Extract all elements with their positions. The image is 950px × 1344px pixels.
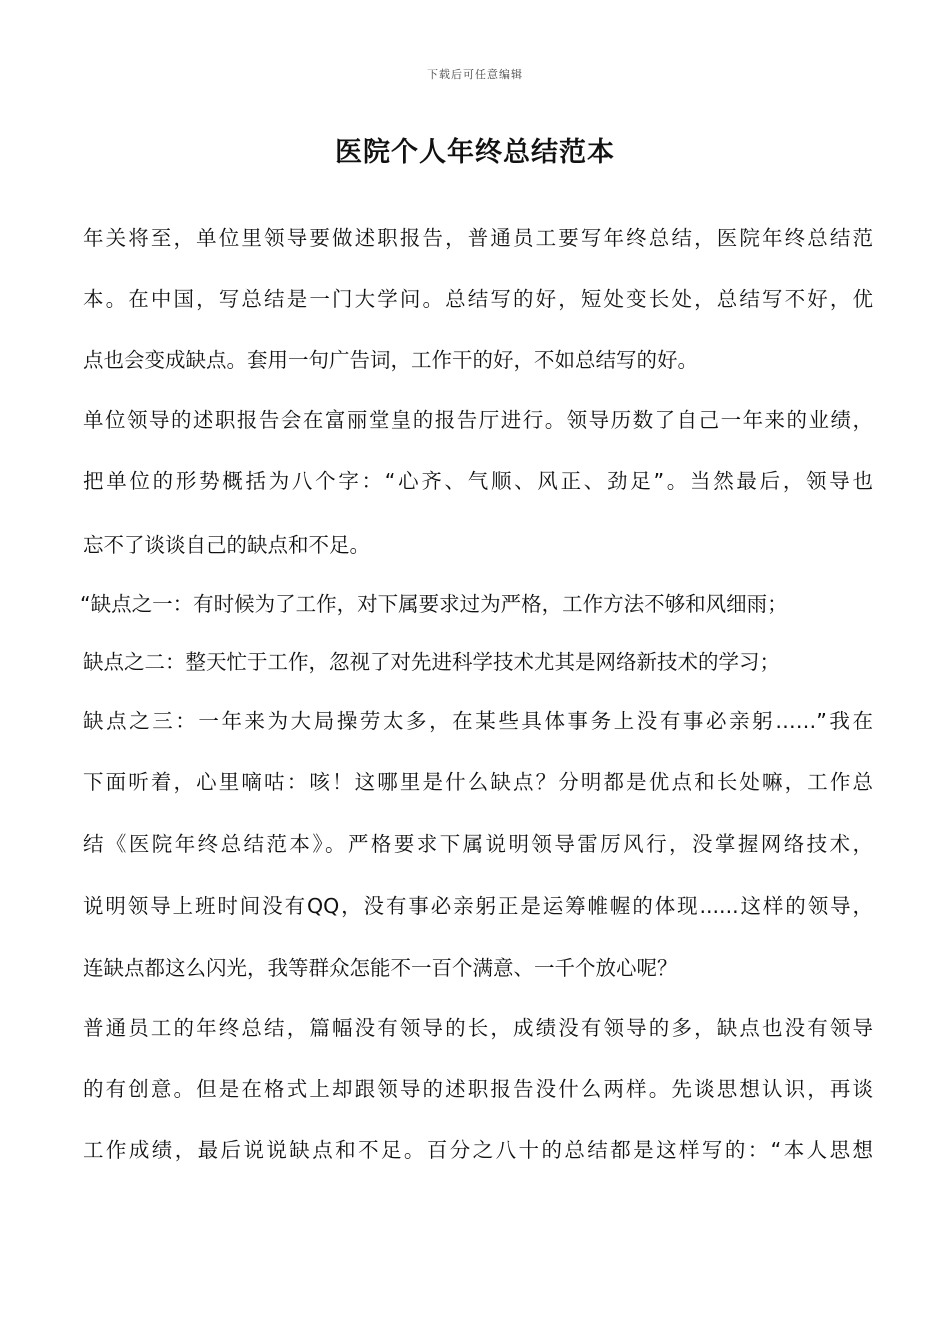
paragraph-line: 忘不了谈谈自己的缺点和不足。: [83, 533, 370, 557]
paragraph-line: 把单位的形势概括为八个字：“心齐、气顺、风正、劲足”。当然最后，领导也: [83, 469, 873, 493]
paragraph-line: 结《医院年终总结范本》。严格要求下属说明领导雷厉风行，没掌握网络技术，: [83, 832, 873, 856]
paragraph-line: 点也会变成缺点。套用一句广告词，工作干的好，不如总结写的好。: [83, 348, 698, 372]
paragraph-line: 单位领导的述职报告会在富丽堂皇的报告厅进行。领导历数了自己一年来的业绩，: [83, 408, 873, 432]
paragraph-line: 缺点之三：一年来为大局操劳太多，在某些具体事务上没有事必亲躬……”我在: [83, 709, 873, 733]
header-note: 下载后可任意编辑: [427, 68, 523, 81]
paragraph-line: 工作成绩，最后说说缺点和不足。百分之八十的总结都是这样写的：“本人思想: [83, 1138, 873, 1162]
paragraph-line: 的有创意。但是在格式上却跟领导的述职报告没什么两样。先谈思想认识，再谈: [83, 1077, 873, 1101]
paragraph-line: “缺点之一：有时候为了工作，对下属要求过为严格，工作方法不够和风细雨；: [80, 592, 788, 616]
paragraph-line: 普通员工的年终总结，篇幅没有领导的长，成绩没有领导的多，缺点也没有领导: [83, 1016, 873, 1040]
paragraph-line: 连缺点都这么闪光，我等群众怎能不一百个满意、一千个放心呢？: [83, 956, 678, 980]
paragraph-line: 年关将至，单位里领导要做述职报告，普通员工要写年终总结，医院年终总结范: [83, 226, 873, 250]
paragraph-line: 本。在中国，写总结是一门大学问。总结写的好，短处变长处，总结写不好，优: [83, 287, 873, 311]
paragraph-line: 下面听着，心里嘀咕：咳！这哪里是什么缺点？分明都是优点和长处嘛，工作总: [83, 770, 873, 794]
document-title: 医院个人年终总结范本: [335, 137, 615, 168]
paragraph-line: 缺点之二：整天忙于工作，忽视了对先进科学技术尤其是网络新技术的学习；: [83, 650, 780, 674]
paragraph-line: 说明领导上班时间没有QQ，没有事必亲躬正是运筹帷幄的体现......这样的领导，: [83, 894, 873, 918]
